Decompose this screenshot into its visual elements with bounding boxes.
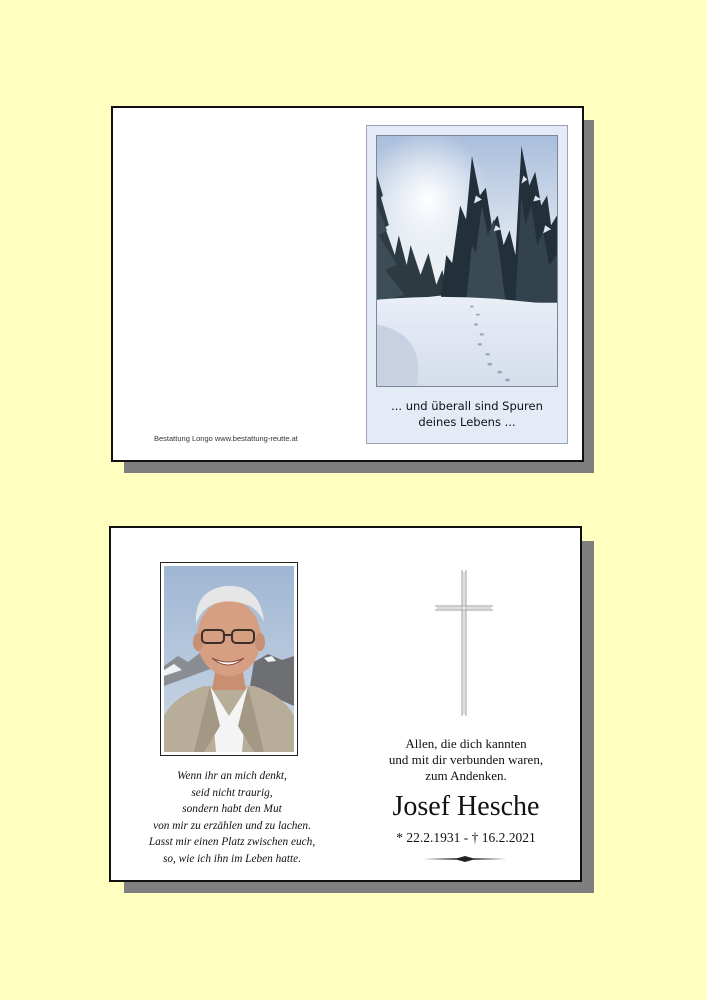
memorial-poem [121,768,343,868]
snowy-forest-photo [376,135,558,387]
poem-line-1: Wenn ihr an mich denkt, [177,770,287,782]
remembrance-line-1: Allen, die dich kannten [405,736,527,751]
remembrance-text [366,736,566,784]
inner-card [109,526,582,882]
poem-line-3: sondern habt den Mut [182,803,282,816]
poem-line-2: seid nicht traurig, [191,786,273,799]
front-verse-line-2: deines Lebens ... [418,415,516,429]
cross-icon [433,568,495,718]
poem-line-6: so, wie ich ihn im Leben hatte. [162,852,302,865]
front-verse-line-1: ... und überall sind Spuren [391,399,543,413]
divider-ornament-icon [423,856,507,862]
portrait-frame [160,562,298,756]
front-verse [367,398,567,430]
remembrance-line-3: zum Andenken. [425,768,507,783]
poem-line-4: von mir zu erzählen und zu lachen. [153,819,311,832]
funeral-home-credit: Bestattung Longo www.bestattung-reutte.at [154,434,298,443]
life-dates: * 22.2.1931 - † 16.2.2021 [396,830,536,845]
portrait-photo [164,566,294,752]
deceased-name: Josef Hesche [392,791,540,822]
poem-line-5: Lasst mir einen Platz zwischen euch, [148,836,316,849]
photo-panel [366,125,568,444]
front-card [111,106,584,462]
remembrance-line-2: und mit dir verbunden waren, [388,752,544,767]
